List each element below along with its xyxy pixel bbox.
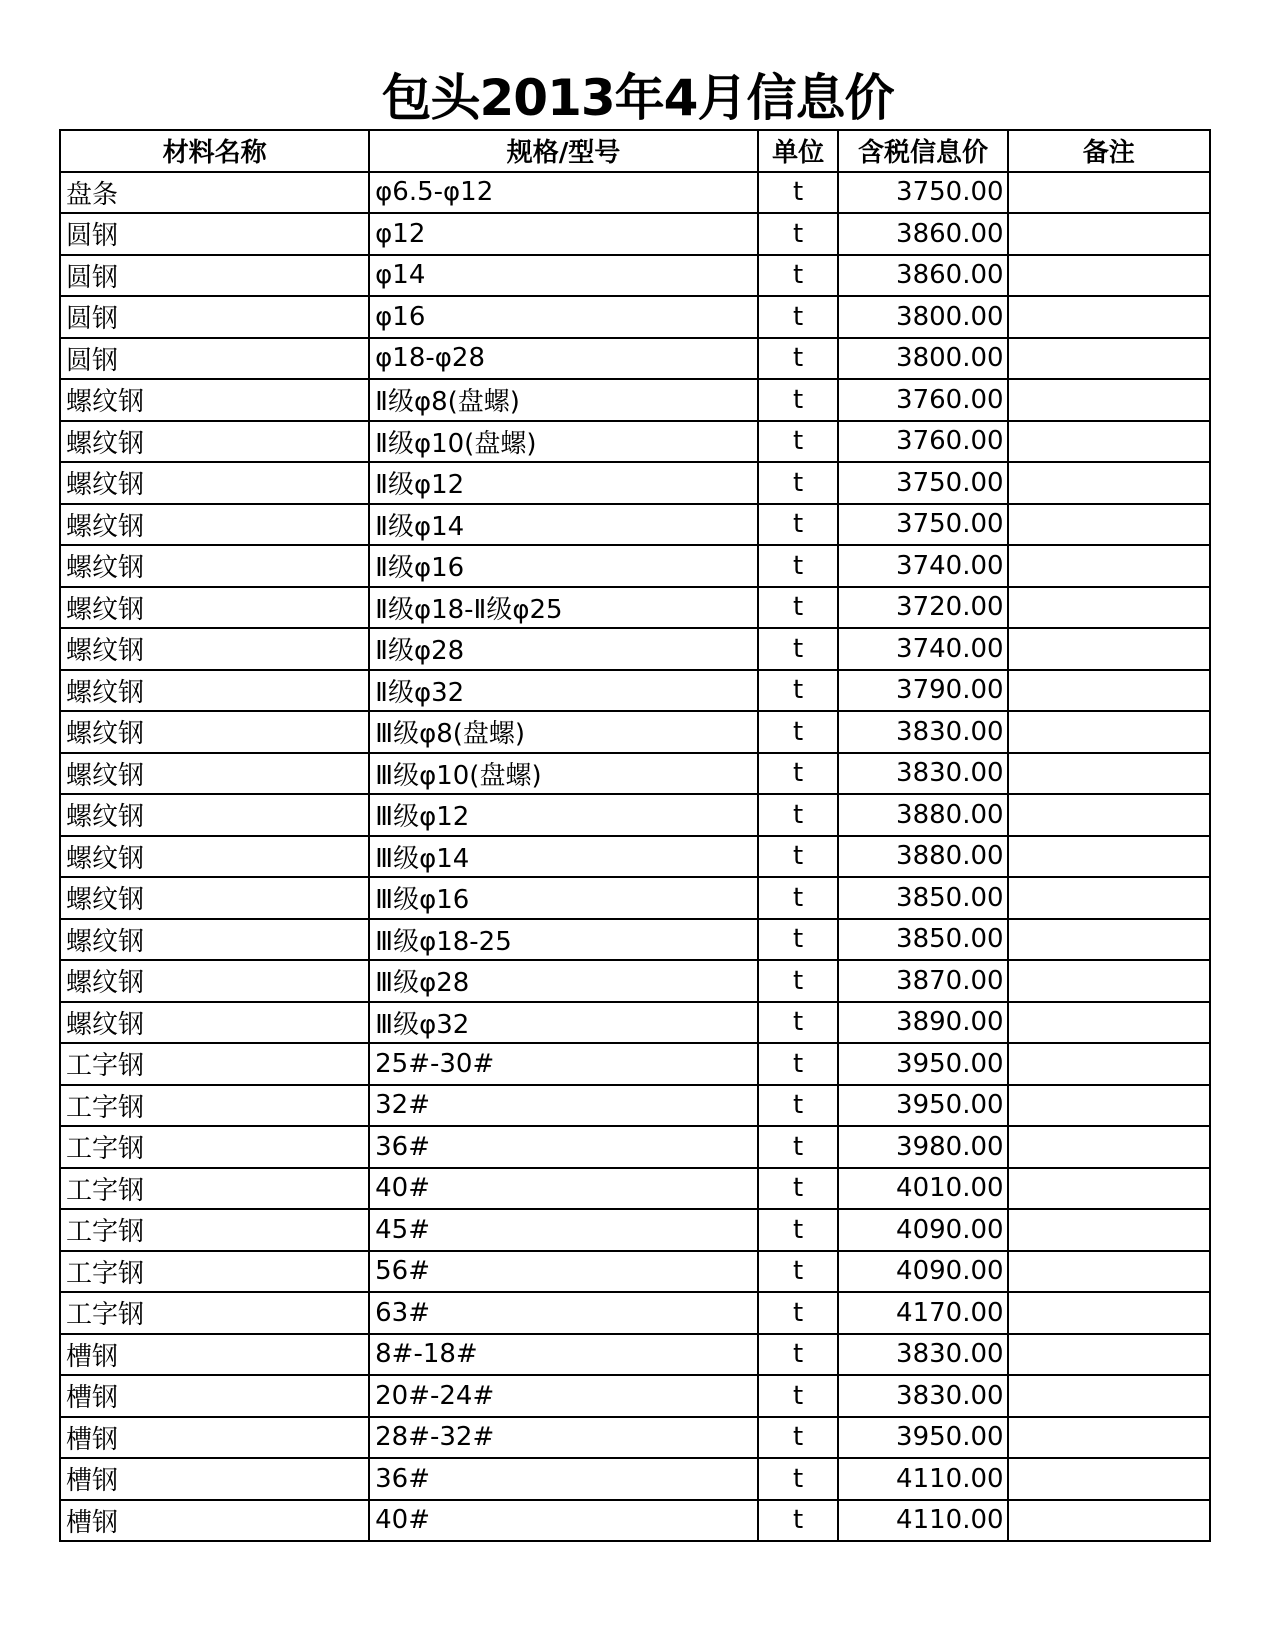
- table-row: [60, 836, 1210, 878]
- cell-spec: Ⅲ级φ14: [369, 836, 758, 878]
- header-note: 备注: [1008, 130, 1210, 172]
- cell-material-name: 螺纹钢: [60, 1002, 369, 1044]
- table-row: [60, 587, 1210, 629]
- cell-price: 3830.00: [838, 753, 1007, 795]
- cell-material-name: 螺纹钢: [60, 960, 369, 1002]
- cell-material-name: 工字钢: [60, 1251, 369, 1293]
- cell-price: 3860.00: [838, 255, 1007, 297]
- cell-unit: t: [758, 1251, 839, 1293]
- cell-note: [1008, 255, 1210, 297]
- cell-material-name: 槽钢: [60, 1375, 369, 1417]
- cell-spec: 45#: [369, 1209, 758, 1251]
- cell-note: [1008, 1292, 1210, 1334]
- cell-price: 4090.00: [838, 1209, 1007, 1251]
- cell-spec: Ⅲ级φ16: [369, 877, 758, 919]
- cell-unit: t: [758, 1126, 839, 1168]
- cell-material-name: 工字钢: [60, 1209, 369, 1251]
- cell-spec: 40#: [369, 1500, 758, 1542]
- cell-spec: Ⅱ级φ18-Ⅱ级φ25: [369, 587, 758, 629]
- cell-unit: t: [758, 960, 839, 1002]
- cell-note: [1008, 1209, 1210, 1251]
- cell-note: [1008, 296, 1210, 338]
- table-row: [60, 794, 1210, 836]
- cell-note: [1008, 1458, 1210, 1500]
- cell-note: [1008, 960, 1210, 1002]
- cell-note: [1008, 1085, 1210, 1127]
- cell-unit: t: [758, 379, 839, 421]
- cell-material-name: 圆钢: [60, 255, 369, 297]
- cell-unit: t: [758, 421, 839, 463]
- cell-spec: Ⅱ级φ8(盘螺): [369, 379, 758, 421]
- cell-note: [1008, 462, 1210, 504]
- cell-unit: t: [758, 628, 839, 670]
- table-row: [60, 1375, 1210, 1417]
- table-row: [60, 379, 1210, 421]
- cell-spec: 28#-32#: [369, 1417, 758, 1459]
- table-row: [60, 753, 1210, 795]
- cell-material-name: 工字钢: [60, 1168, 369, 1210]
- cell-material-name: 螺纹钢: [60, 711, 369, 753]
- cell-price: 3750.00: [838, 462, 1007, 504]
- cell-unit: t: [758, 462, 839, 504]
- table-row: [60, 711, 1210, 753]
- cell-price: 4010.00: [838, 1168, 1007, 1210]
- cell-material-name: 圆钢: [60, 213, 369, 255]
- cell-spec: φ14: [369, 255, 758, 297]
- cell-material-name: 螺纹钢: [60, 877, 369, 919]
- cell-unit: t: [758, 1085, 839, 1127]
- table-row: [60, 960, 1210, 1002]
- table-row: [60, 877, 1210, 919]
- table-row: [60, 1251, 1210, 1293]
- table-row: [60, 421, 1210, 463]
- table-row: [60, 545, 1210, 587]
- cell-unit: t: [758, 1500, 839, 1542]
- cell-material-name: 盘条: [60, 172, 369, 214]
- cell-note: [1008, 919, 1210, 961]
- cell-unit: t: [758, 172, 839, 214]
- table-row: [60, 504, 1210, 546]
- cell-price: 3740.00: [838, 545, 1007, 587]
- table-row: [60, 213, 1210, 255]
- cell-unit: t: [758, 296, 839, 338]
- cell-note: [1008, 836, 1210, 878]
- cell-note: [1008, 545, 1210, 587]
- cell-material-name: 螺纹钢: [60, 628, 369, 670]
- cell-note: [1008, 504, 1210, 546]
- table-row: [60, 1500, 1210, 1542]
- price-table: [59, 129, 1211, 1542]
- cell-spec: 56#: [369, 1251, 758, 1293]
- cell-spec: Ⅱ级φ12: [369, 462, 758, 504]
- cell-material-name: 工字钢: [60, 1292, 369, 1334]
- cell-price: 3950.00: [838, 1043, 1007, 1085]
- table-row: [60, 1458, 1210, 1500]
- cell-spec: Ⅱ级φ14: [369, 504, 758, 546]
- cell-material-name: 螺纹钢: [60, 379, 369, 421]
- cell-material-name: 工字钢: [60, 1043, 369, 1085]
- cell-material-name: 槽钢: [60, 1334, 369, 1376]
- cell-spec: Ⅲ级φ10(盘螺): [369, 753, 758, 795]
- table-row: [60, 255, 1210, 297]
- table-row: [60, 1168, 1210, 1210]
- cell-unit: t: [758, 1292, 839, 1334]
- cell-unit: t: [758, 919, 839, 961]
- cell-unit: t: [758, 1334, 839, 1376]
- table-row: [60, 1002, 1210, 1044]
- cell-material-name: 螺纹钢: [60, 587, 369, 629]
- cell-unit: t: [758, 670, 839, 712]
- cell-price: 3880.00: [838, 794, 1007, 836]
- table-row: [60, 1043, 1210, 1085]
- table-row: [60, 1126, 1210, 1168]
- cell-price: 3720.00: [838, 587, 1007, 629]
- cell-spec: 36#: [369, 1126, 758, 1168]
- cell-material-name: 槽钢: [60, 1500, 369, 1542]
- cell-unit: t: [758, 877, 839, 919]
- cell-price: 3850.00: [838, 877, 1007, 919]
- cell-note: [1008, 711, 1210, 753]
- cell-unit: t: [758, 794, 839, 836]
- cell-price: 3890.00: [838, 1002, 1007, 1044]
- cell-note: [1008, 1126, 1210, 1168]
- cell-note: [1008, 1168, 1210, 1210]
- table-row: [60, 296, 1210, 338]
- cell-price: 3750.00: [838, 504, 1007, 546]
- cell-note: [1008, 1043, 1210, 1085]
- cell-note: [1008, 213, 1210, 255]
- cell-spec: Ⅲ级φ28: [369, 960, 758, 1002]
- table-row: [60, 919, 1210, 961]
- cell-material-name: 工字钢: [60, 1126, 369, 1168]
- cell-note: [1008, 421, 1210, 463]
- cell-unit: t: [758, 1375, 839, 1417]
- cell-note: [1008, 587, 1210, 629]
- table-row: [60, 628, 1210, 670]
- cell-spec: 63#: [369, 1292, 758, 1334]
- cell-note: [1008, 379, 1210, 421]
- cell-note: [1008, 1251, 1210, 1293]
- cell-material-name: 槽钢: [60, 1417, 369, 1459]
- cell-price: 3860.00: [838, 213, 1007, 255]
- header-row: [60, 130, 1210, 172]
- cell-price: 3980.00: [838, 1126, 1007, 1168]
- cell-price: 3830.00: [838, 711, 1007, 753]
- cell-note: [1008, 877, 1210, 919]
- cell-note: [1008, 753, 1210, 795]
- cell-spec: Ⅱ级φ28: [369, 628, 758, 670]
- cell-price: 3950.00: [838, 1085, 1007, 1127]
- cell-price: 3800.00: [838, 338, 1007, 380]
- cell-material-name: 圆钢: [60, 296, 369, 338]
- cell-note: [1008, 1334, 1210, 1376]
- table-row: [60, 1085, 1210, 1127]
- cell-material-name: 螺纹钢: [60, 836, 369, 878]
- cell-spec: 20#-24#: [369, 1375, 758, 1417]
- table-row: [60, 1292, 1210, 1334]
- cell-unit: t: [758, 213, 839, 255]
- cell-spec: 40#: [369, 1168, 758, 1210]
- cell-spec: Ⅱ级φ10(盘螺): [369, 421, 758, 463]
- cell-price: 4090.00: [838, 1251, 1007, 1293]
- table-row: [60, 670, 1210, 712]
- cell-price: 4110.00: [838, 1458, 1007, 1500]
- header-price: 含税信息价: [838, 130, 1007, 172]
- cell-price: 3850.00: [838, 919, 1007, 961]
- cell-material-name: 螺纹钢: [60, 421, 369, 463]
- cell-price: 3830.00: [838, 1334, 1007, 1376]
- cell-unit: t: [758, 1209, 839, 1251]
- table-row: [60, 1417, 1210, 1459]
- cell-note: [1008, 794, 1210, 836]
- cell-material-name: 螺纹钢: [60, 794, 369, 836]
- table-row: [60, 172, 1210, 214]
- cell-spec: φ6.5-φ12: [369, 172, 758, 214]
- cell-material-name: 槽钢: [60, 1458, 369, 1500]
- cell-material-name: 螺纹钢: [60, 504, 369, 546]
- cell-price: 3790.00: [838, 670, 1007, 712]
- cell-price: 3800.00: [838, 296, 1007, 338]
- cell-unit: t: [758, 504, 839, 546]
- cell-spec: φ16: [369, 296, 758, 338]
- cell-unit: t: [758, 1458, 839, 1500]
- cell-unit: t: [758, 836, 839, 878]
- table-row: [60, 462, 1210, 504]
- cell-unit: t: [758, 1168, 839, 1210]
- cell-note: [1008, 172, 1210, 214]
- cell-note: [1008, 1002, 1210, 1044]
- cell-note: [1008, 1375, 1210, 1417]
- cell-unit: t: [758, 587, 839, 629]
- cell-spec: 32#: [369, 1085, 758, 1127]
- cell-price: 3950.00: [838, 1417, 1007, 1459]
- cell-material-name: 工字钢: [60, 1085, 369, 1127]
- cell-price: 3760.00: [838, 421, 1007, 463]
- cell-unit: t: [758, 1002, 839, 1044]
- cell-price: 3750.00: [838, 172, 1007, 214]
- cell-note: [1008, 338, 1210, 380]
- cell-spec: 36#: [369, 1458, 758, 1500]
- cell-unit: t: [758, 1417, 839, 1459]
- cell-spec: φ12: [369, 213, 758, 255]
- cell-note: [1008, 628, 1210, 670]
- cell-spec: Ⅲ级φ18-25: [369, 919, 758, 961]
- table-row: [60, 1334, 1210, 1376]
- table-row: [60, 338, 1210, 380]
- cell-note: [1008, 1500, 1210, 1542]
- cell-spec: Ⅱ级φ32: [369, 670, 758, 712]
- cell-price: 3880.00: [838, 836, 1007, 878]
- cell-unit: t: [758, 338, 839, 380]
- cell-price: 4110.00: [838, 1500, 1007, 1542]
- cell-spec: φ18-φ28: [369, 338, 758, 380]
- cell-price: 3870.00: [838, 960, 1007, 1002]
- cell-spec: Ⅲ级φ8(盘螺): [369, 711, 758, 753]
- cell-spec: Ⅱ级φ16: [369, 545, 758, 587]
- cell-note: [1008, 670, 1210, 712]
- cell-price: 3830.00: [838, 1375, 1007, 1417]
- page-title: 包头2013年4月信息价: [381, 69, 894, 127]
- cell-price: 3740.00: [838, 628, 1007, 670]
- cell-unit: t: [758, 753, 839, 795]
- cell-unit: t: [758, 255, 839, 297]
- cell-material-name: 圆钢: [60, 338, 369, 380]
- cell-unit: t: [758, 711, 839, 753]
- cell-material-name: 螺纹钢: [60, 753, 369, 795]
- cell-material-name: 螺纹钢: [60, 919, 369, 961]
- cell-price: 3760.00: [838, 379, 1007, 421]
- cell-spec: Ⅲ级φ32: [369, 1002, 758, 1044]
- cell-price: 4170.00: [838, 1292, 1007, 1334]
- header-material-name: 材料名称: [60, 130, 369, 172]
- cell-material-name: 螺纹钢: [60, 545, 369, 587]
- header-unit: 单位: [758, 130, 839, 172]
- cell-note: [1008, 1417, 1210, 1459]
- cell-spec: Ⅲ级φ12: [369, 794, 758, 836]
- cell-unit: t: [758, 545, 839, 587]
- cell-spec: 25#-30#: [369, 1043, 758, 1085]
- cell-spec: 8#-18#: [369, 1334, 758, 1376]
- cell-material-name: 螺纹钢: [60, 462, 369, 504]
- table-row: [60, 1209, 1210, 1251]
- cell-material-name: 螺纹钢: [60, 670, 369, 712]
- header-spec: 规格/型号: [369, 130, 758, 172]
- cell-unit: t: [758, 1043, 839, 1085]
